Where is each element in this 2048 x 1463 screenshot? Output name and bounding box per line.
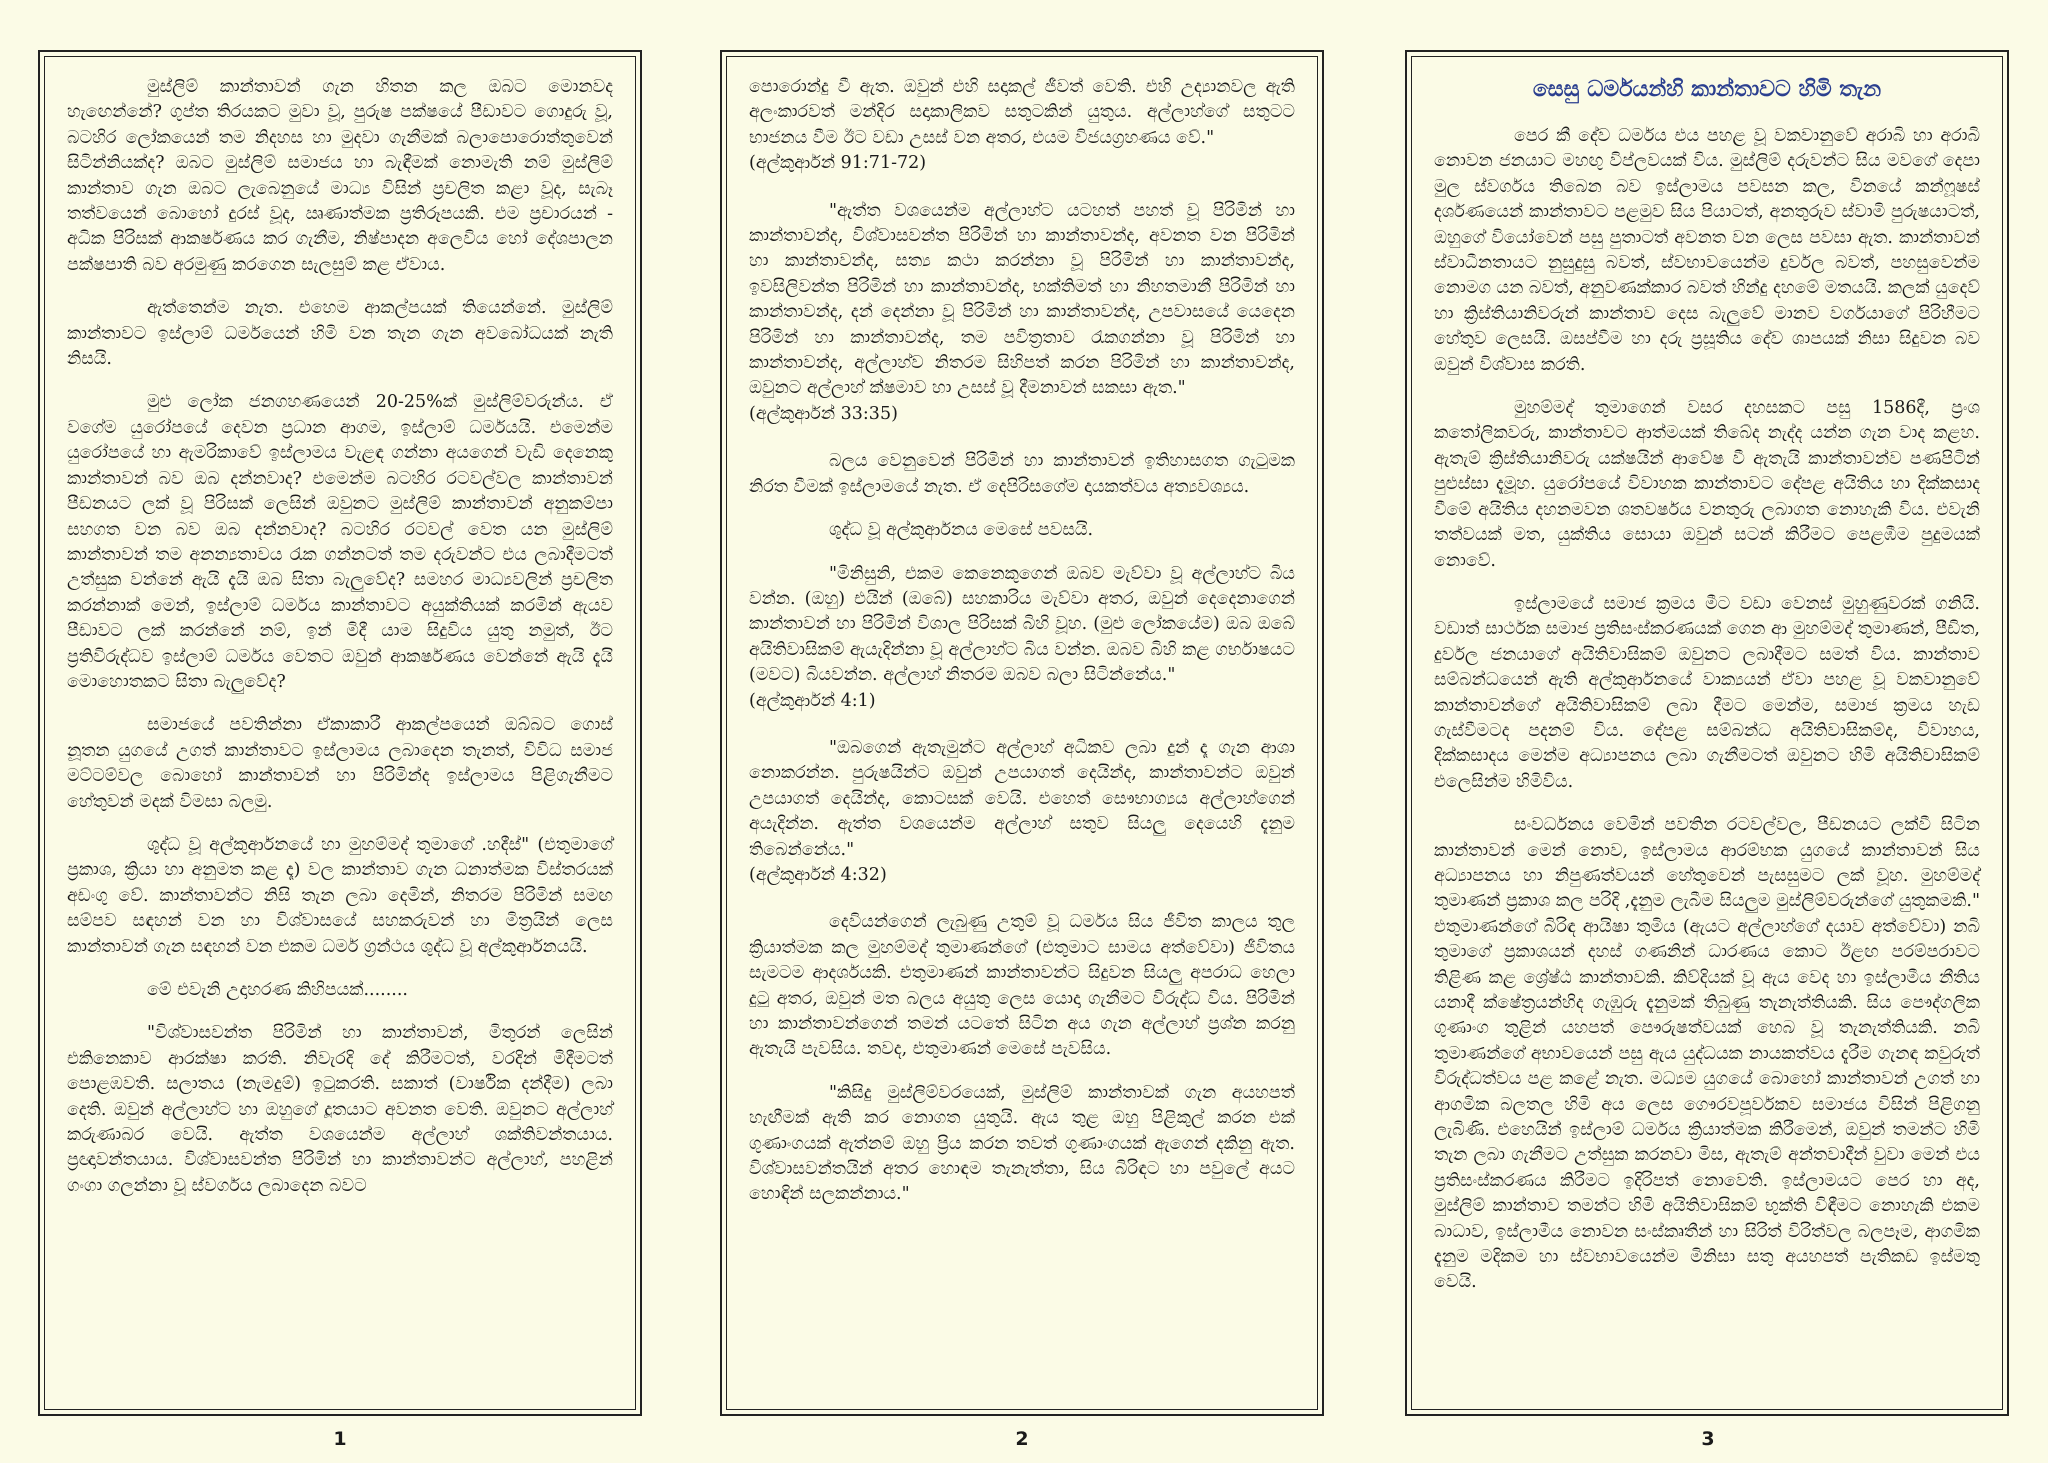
quran-reference: (අල්කුර්ආන් 91:71-72) — [749, 153, 927, 174]
paragraph: මුස්ලිම් කාන්තාවන් ගැන හිතන කල ඔබට මොනවද හැඟෙන්නේ? ගුප්ත තිරයකට මුවා වූ, පුරුෂ පක්ෂයේ පීඩාවට ගොදුරු වූ, බටහිර ලෝකයෙන් තම නිදහස හා මුදවා ගැනීමක් බලාපොරොත්තුවෙන් සිටින්නියක්ද? ඔබට මුස්ලිම් සමාජය හා බැඳීමක් නොමැති නම් මුස්ලිම් කාන්තාව ගැන ඔබට ලැබෙනුයේ මාධ්‍ය විසින් ප්‍රචලිත කළා වූද, සැබෑ තත්වයෙන් බොහෝ දුරස් වූද, ඍණාත්මක ප්‍රතිරූපයකි. එම ප්‍රචාරයන් - අධික පිරිසක් ආකර්ෂණය කර ගැනීම, නිෂ්පාදන අලෙවිය හෝ දේශපාලන පක්ෂපාති බව අරමුණු කරගෙන සැලසුම් කළ ඒවාය. — [67, 77, 613, 275]
paragraph: ඇත්තෙන්ම නැත. එහෙම ආකල්පයක් තියෙන්නේ. මුස්ලිම් කාන්තාවට ඉස්ලාම් ධර්මයෙන් හිමි වන තැන ගැන අවබෝධයක් නැති නිසයි. — [67, 298, 613, 370]
page-number: 1 — [333, 1428, 347, 1450]
page-3-content — [1411, 56, 2003, 1410]
page-1-content — [44, 56, 636, 1410]
paragraph: දෙවියන්ගෙන් ලැබුණු උතුම් වූ ධර්මය සිය ජීවිත කාලය තුල ක්‍රියාත්මක කල මුහම්මද් තුමාණන්ගේ (එතුමාට සාමය අත්වේවා) ජීවිතය සැමටම ආදර්ශයකි. එතුමාණන් කාන්තාවන්ට සිදුවන සියලු අපරාධ හෙලා දුටු අතර, ඔවුන් මත බලය අයුතු ලෙස යොදා ගැනීමට විරුද්ධ විය. පිරිමින් හා කාන්තාවන්ගෙන් තමන් යටතේ සිටින අය ගැන අල්ලාහ් ප්‍රශ්න කරනු ඇතැයි පැවසිය. තවද, එතුමාණන් මෙසේ පැවසිය. — [749, 912, 1295, 1060]
page-number: 2 — [1015, 1428, 1029, 1450]
paragraph: මුහම්මද් තුමාගෙන් වසර දහසකට පසු 1586දී, ප්‍රංශ කතෝලිකවරු, කාන්තාවට ආත්මයක් තිබේද නැද්ද යන්න ගැන වාද කළහ. ඇතැම් ක්‍රිස්තියානිවරු යක්ෂයින් ආවේෂ වී ඇතැයි කාන්තාවන්ව පණපිටින් පුළුස්සා දැමූහ. යුරෝපයේ විවාහක කාන්තාවට දේපළ අයිතිය හා දික්කසාද වීමේ අයිතිය දහනමවන ශතවර්ෂය වනතුරු ලබාගත නොහැකි විය. එවැනි තත්වයක් මත, යුක්තිය සොයා ඔවුන් සටන් කිරීමට පෙළඹීම පුදුමයක් නොවේ. — [1434, 398, 1980, 571]
quote-paragraph: "කිසිදු මුස්ලිම්වරයෙක්, මුස්ලිම් කාන්තාවක් ගැන අයහපත් හැඟීමක් ඇති කර නොගත යුතුයි. ඇය තුළ ඔහු පිළිකුල් කරන එක් ගුණාංගයක් ඇත්නම් ඔහු ප්‍රිය කරන තවත් ගුණාංගයක් ඇගෙන් දකිනු ඇත. විශ්වාසවන්තයින් අතර හොඳම තැනැත්තා, සිය බිරිඳට හා පවුලේ අයට හොඳින් සලකන්නාය." — [749, 1082, 1295, 1205]
paragraph: ඉස්ලාමයේ සමාජ ක්‍රමය මීට වඩා වෙනස් මුහුණුවරක් ගනියි. වඩාත් සාර්ථක සමාජ ප්‍රතිසංස්කරණයක් ගෙන ආ මුහම්මද් තුමාණන්, පීඩිත, දුර්වල ජනයාගේ අයිතිවාසිකම් ඔවුනට ලබාදීමට සමත් විය. කාන්තාව සම්බන්ධයෙන් ඇති අල්කුර්ආනයේ වාක්‍යයන් ඒවා පහළ වූ වකවානුවේ කාන්තාවන්ගේ අයිතිවාසිකම් ලබා දීමට මෙන්ම, සමාජ ක්‍රමය හැඩ ගැස්වීමටද පදනම් විය. දේපළ සම්බන්ධ අයිතිවාසිකම්ද, විවාහය, දික්කසාදය මෙන්ම අධ්‍යාපනය ලබා ගැනීමටත් ඔවුනට හිමි අයිතිවාසිකම් එලෙසින්ම හිමිවිය. — [1434, 593, 1980, 792]
page-2-frame — [720, 50, 1324, 1416]
quote-paragraph: "ඔබගෙන් ඇතැමුන්ට අල්ලාහ් අධිකව ලබා දුන් දෑ ගැන ආශා නොකරන්න. පුරුෂයින්ට ඔවුන් උපයාගත් දෙයින්ද, කාන්තාවන්ට ඔවුන් උපයාගත් දෙයින්ද, කොටසක් වෙයි. එහෙත් සෞභාග්‍යය අල්ලාහ්ගෙන් අයැදින්න. ඇත්ත වශයෙන්ම අල්ලාහ් සතුව සියලු දෙයෙහි දැනුම තිබෙන්නේය." — [749, 737, 1295, 860]
quote-paragraph: "මිනිසුනි, එකම කෙනෙකුගෙන් ඔබව මැව්වා වූ අල්ලාහ්ට බිය වන්න. (ඔහු) එයින් (ඔබේ) සහකාරිය මැව්වා අතර, ඔවුන් දෙදෙනාගෙන් කාන්තාවන් හා පිරිමින් විශාල පිරිසක් බිහි වූහ. (මුළු ලෝකයේම) ඔබ ඔබේ අයිතිවාසිකම් ඇයැදින්නා වූ අල්ලාහ්ට බිය වන්න. ඔබව බිහි කළ ගර්භාෂයට (මවට) බියවන්න. අල්ලාහ් නිතරම ඔබව බලා සිටින්නේය." — [749, 563, 1295, 686]
quran-reference: (අල්කුර්ආන් 4:32) — [749, 864, 887, 885]
section-title: සෙසු ධර්මයන්හි කාන්තාවට හිමි තැන — [1532, 77, 1882, 102]
quran-reference: (අල්කුර්ආන් 4:1) — [749, 690, 876, 711]
page-1-frame — [38, 50, 642, 1416]
page-number: 3 — [1701, 1428, 1715, 1450]
page-2-content — [726, 56, 1318, 1410]
paragraph: ශුද්ධ වූ අල්කුර්ආනයේ හා මුහම්මද් තුමාගේ .හදීස්" (එතුමාගේ ප්‍රකාශ, ක්‍රියා හා අනුමත කළ දෑ) වල කාන්තාව ගැන ධනාත්මක විස්තරයක් අඩංගු වේ. කාන්තාවන්ට නිසි තැන ලබා දෙමින්, නිතරම පිරිමින් සමඟ සම්පව සඳහන් වන හා විශ්වාසයේ සහකරුවන් හා මිත්‍රයින් ලෙස කාන්තාවන් ගැන සඳහන් වන එකම ධර්ම ග්‍රන්ථය ශුද්ධ වූ අල්කුර්ආනයයි. — [67, 834, 613, 957]
quote-paragraph: "විශ්වාසවන්ත පිරිමින් හා කාන්තාවන්, මිතුරන් ලෙසින් එකිනෙකාව ආරක්ෂා කරති. නිවැරදි දේ කිරීමටත්, වරදින් මිදීමටත් පොළඹවති. සලාතය (නැමදුම්) ඉටුකරති. සකාත් (වාර්ෂික දන්දීම) ලබා දෙති. ඔවුන් අල්ලාහ්ට හා ඔහුගේ දූතයාට අවනත වෙති. ඔවුනට අල්ලාහ් කරුණාබර වෙයි. ඇත්ත වශයෙන්ම අල්ලාහ් ශක්තිවන්තයාය. ප්‍රඥාවන්තයාය. විශ්වාසවන්ත පිරිමින් හා කාන්තාවන්ට අල්ලාහ්, පහළින් ගංගා ගලන්නා වූ ස්වර්ගය ලබාදෙන බවට — [67, 1023, 613, 1196]
paragraph: බලය වෙනුවෙන් පිරිමින් හා කාන්තාවන් ඉතිහාසගත ගැටුමක නිරත වීමක් ඉස්ලාමයේ නැත. ඒ දෙපිරිසගේම දායකත්වය අත්‍යවශ්‍යය. — [749, 451, 1295, 497]
paragraph: මේ එවැනි උදාහරණ කිහිපයක්........ — [147, 980, 408, 1000]
quote-paragraph: "ඇත්ත වශයෙන්ම අල්ලාහ්ට යටහත් පහත් වූ පිරිමින් හා කාන්තාවන්ද, විශ්වාසවන්ත පිරිමින් හා කාන්තාවන්ද, අවනත වන පිරිමින් හා කාන්තාවන්ද, සත්‍ය කථා කරන්නා වූ පිරිමින් හා කාන්තාවන්ද, ඉවසිලිවන්ත පිරිමින් හා කාන්තාවන්ද, භක්තිමත් හා නිහතමානී පිරිමින් හා කාන්තාවන්ද, දන් දෙන්නා වූ පිරිමින් හා කාන්තාවන්ද, උපවාසයේ යෙදෙන පිරිමින් හා කාන්තාවන්ද, තම පවිත්‍රතාව රැකගන්නා වූ පිරිමින් හා කාන්තාවන්ද, අල්ලාහ්ව නිතරම සිහිපත් කරන පිරිමින් හා කාන්තාවන්ද, ඔවුනට අල්ලාහ් ක්ෂමාව හා උසස් වූ දීමනාවන් සකසා ඇත." — [749, 200, 1295, 399]
quote-paragraph: පොරොන්දු වී ඇත. ඔවුන් එහි සදාකල් ජීවත් වෙති. එහි උද්‍යානවල ඇති අලංකාරවත් මන්දිර සදාකාලිකව සතුටකින් යුතුය. අල්ලාහ්ගේ සතුටට භාජනය වීම ඊට වඩා උසස් වන අතර, එයම විජයග්‍රහණය වේ." — [749, 77, 1295, 148]
quran-reference: (අල්කුර්ආන් 33:35) — [749, 403, 898, 424]
paragraph: පෙර කී දේව ධර්මය එය පහළ වූ වකවානුවේ අරාබි හා අරාබි නොවන ජනයාට මහඟු විප්ලවයක් විය. මුස්ලිම් දරුවන්ට සිය මවගේ දෙපා මුල ස්වර්ගය තිබෙන බව ඉස්ලාමය පවසන කල, විනයේ කන්ෆූෂස් දර්ශණයෙන් කාන්තාවට පළමුව සිය පියාටත්, අනතුරුව ස්වාමි පුරුෂයාටත්, ඔහුගේ වියෝවෙන් පසු පුතාටත් අවනත වන ලෙස පවසා ඇත. කාන්තාවන් ස්වාධීනතායට නුසුදුසු බවත්, ස්වභාවයෙන්ම දුර්වල බවත්, පහසුවෙන්ම නොමග යන බවත්, අනුවණක්කාර බවත් හින්දු දහමේ මතයයි. කලක් යුදෙව් හා ක්‍රිස්තියානිවරුන් කාන්තාව දෙස බැලුවේ මානව වර්ගයාගේ පිරිහීමට හේතුව ලෙසයි. ඔසප්වීම හා දරු ප්‍රසූතිය දේව ශාපයක් නිසා සිදුවන බව ඔවුන් විශ්වාස කරති. — [1434, 126, 1980, 375]
paragraph: සංවර්ධනය වෙමින් පවතින රටවල්වල, පීඩනයට ලක්වී සිටින කාන්තාවන් මෙන් නොව, ඉස්ලාමය ආරම්භක යුගයේ කාන්තාවන් සිය අධ්‍යාපනය හා නිපුණත්වයන් හේතුවෙන් පැසසුමට ලක් වූහ. මුහම්මද් තුමාණන් ප්‍රකාශ කල පරිදි ,දැනුම ලැබීම සියලුම මුස්ලිම්වරුන්ගේ යුතුකමකි." එතුමාණන්ගේ බිරිඳ ආයිෂා තුමිය (ඇයට අල්ලාහ්ගේ දයාව අත්වේවා) නබි තුමාගේ ප්‍රකාශයන් දහස් ගණනින් ධාරණය කොට ඊළඟ පරම්පරාවට තිළිණ කළ ශ්‍රේෂ්ඨ කාන්තාවකි. කිව්දියක් වූ ඇය වෙද හා ඉස්ලාමීය නීතිය යනාදී ක්ෂේත්‍රයන්හිද ගැඹුරු දැනුමක් තිබුණු තැනැත්තියකි. සිය පෞද්ගලික ගුණාංග තුළින් යහපත් පෞරුෂත්වයක් හෙබ වූ තැනැත්තියකි. නබි තුමාණන්ගේ අභාවයෙන් පසු ඇය යුද්ධයක නායකත්වය දැරීම ගැනඳ කවුරුත් විරුද්ධත්වය පළ කළේ නැත. මධ්‍යම යුගයේ බොහෝ කාන්තාවන් උගත් හා ආගමික බලතල හිමි අය ලෙස ගෞරවපූර්වකව සමාජය විසින් පිළිගනු ලැබිණි. එහෙයින් ඉස්ලාම් ධර්මය ක්‍රියාත්මක කිරීමෙන්, ඔවුන් තමන්ට හිමි තැන ලබා ගැනීමට උත්සුක කරනවා මිස, ඇතැම් අන්තවාදීන් වුවා මෙන් එය ප්‍රතිසංස්කරණය කිරීමට ඉදිරිපත් නොවෙති. ඉස්ලාමයට පෙර හා අද, මුස්ලිම් කාන්තාව තමන්ට හිමි අයිතිවාසිකම් භුක්ති විඳීමට නොහැකි එකම බාධාව, ඉස්ලාමීය නොවන සංස්කෘතීන් හා සිරිත් විරිත්වල බලපෑම, ආගමික දැනුම මදිකම හා ස්වභාවයෙන්ම මිනිසා සතු අයහපත් පැතිකඩ ඉස්මතු වෙයි. — [1434, 815, 1980, 1293]
paragraph: ශුද්ධ වූ අල්කුර්ආනය මෙසේ පවසයි. — [829, 520, 1094, 541]
paragraph: සමාජයේ පවතින්නා ඒකාකාරී ආකල්පයෙන් ඔබ්බට ගොස් නූතන යුගයේ උගත් කාන්තාවට ඉස්ලාමය ලබාදෙන තැනත්, විවිධ සමාජ මට්ටම්වල බොහෝ කාන්තාවන් හා පිරිමින්ද ඉස්ලාමය පිළිගැනීමට හේතුවන් මදක් විමසා බලමු. — [67, 715, 613, 812]
paragraph: මුළු ලෝක ජනගහණයෙන් 20-25%ක් මුස්ලිම්වරුන්ය. ඒ වගේම යුරෝපයේ දෙවන ප්‍රධාන ආගම, ඉස්ලාම් ධර්මයයි. එමෙන්ම යුරෝපයේ හා ඇමරිකාවේ ඉස්ලාමය වැළඳ ගන්නා අයගෙන් වැඩි දෙනෙකු කාන්තාවන් බව ඔබ දන්නවාද? එමෙන්ම බටහිර රටවල්වල කාන්තාවන් පීඩනයට ලක් වූ පිරිසක් ලෙසින් ඔවුනට මුස්ලිම් කාන්තාවන් අනුකම්පා සහගත වන බව ඔබ දන්නවාද? බටහිර රටවල් වෙත යන මුස්ලිම් කාන්තාවන් තම අනන්‍යතාවය රැක ගන්නටත් තම දරුවන්ට එය ලබාදීමටත් උත්සුක වන්නේ ඇයි දැයි ඔබ සිතා බැලුවේද? සමහර මාධ්‍යවලින් ප්‍රචලිත කරන්නාක් මෙන්, ඉස්ලාම් ධර්මය කාන්තාවට අයුක්තියක් කරමින් ඇයව පීඩාවට ලක් කරන්නේ නම්, ඉන් මිදී යාම සිදුවිය යුතු නමුත්, ඊට ප්‍රතිවිරුද්ධව ඉස්ලාම් ධර්මය වෙතට ඔවුන් ආකර්ෂණය වෙන්නේ ඇයි දැයි මොහොතකට සිතා බැලුවේද? — [67, 392, 613, 692]
page-3-frame — [1405, 50, 2009, 1416]
